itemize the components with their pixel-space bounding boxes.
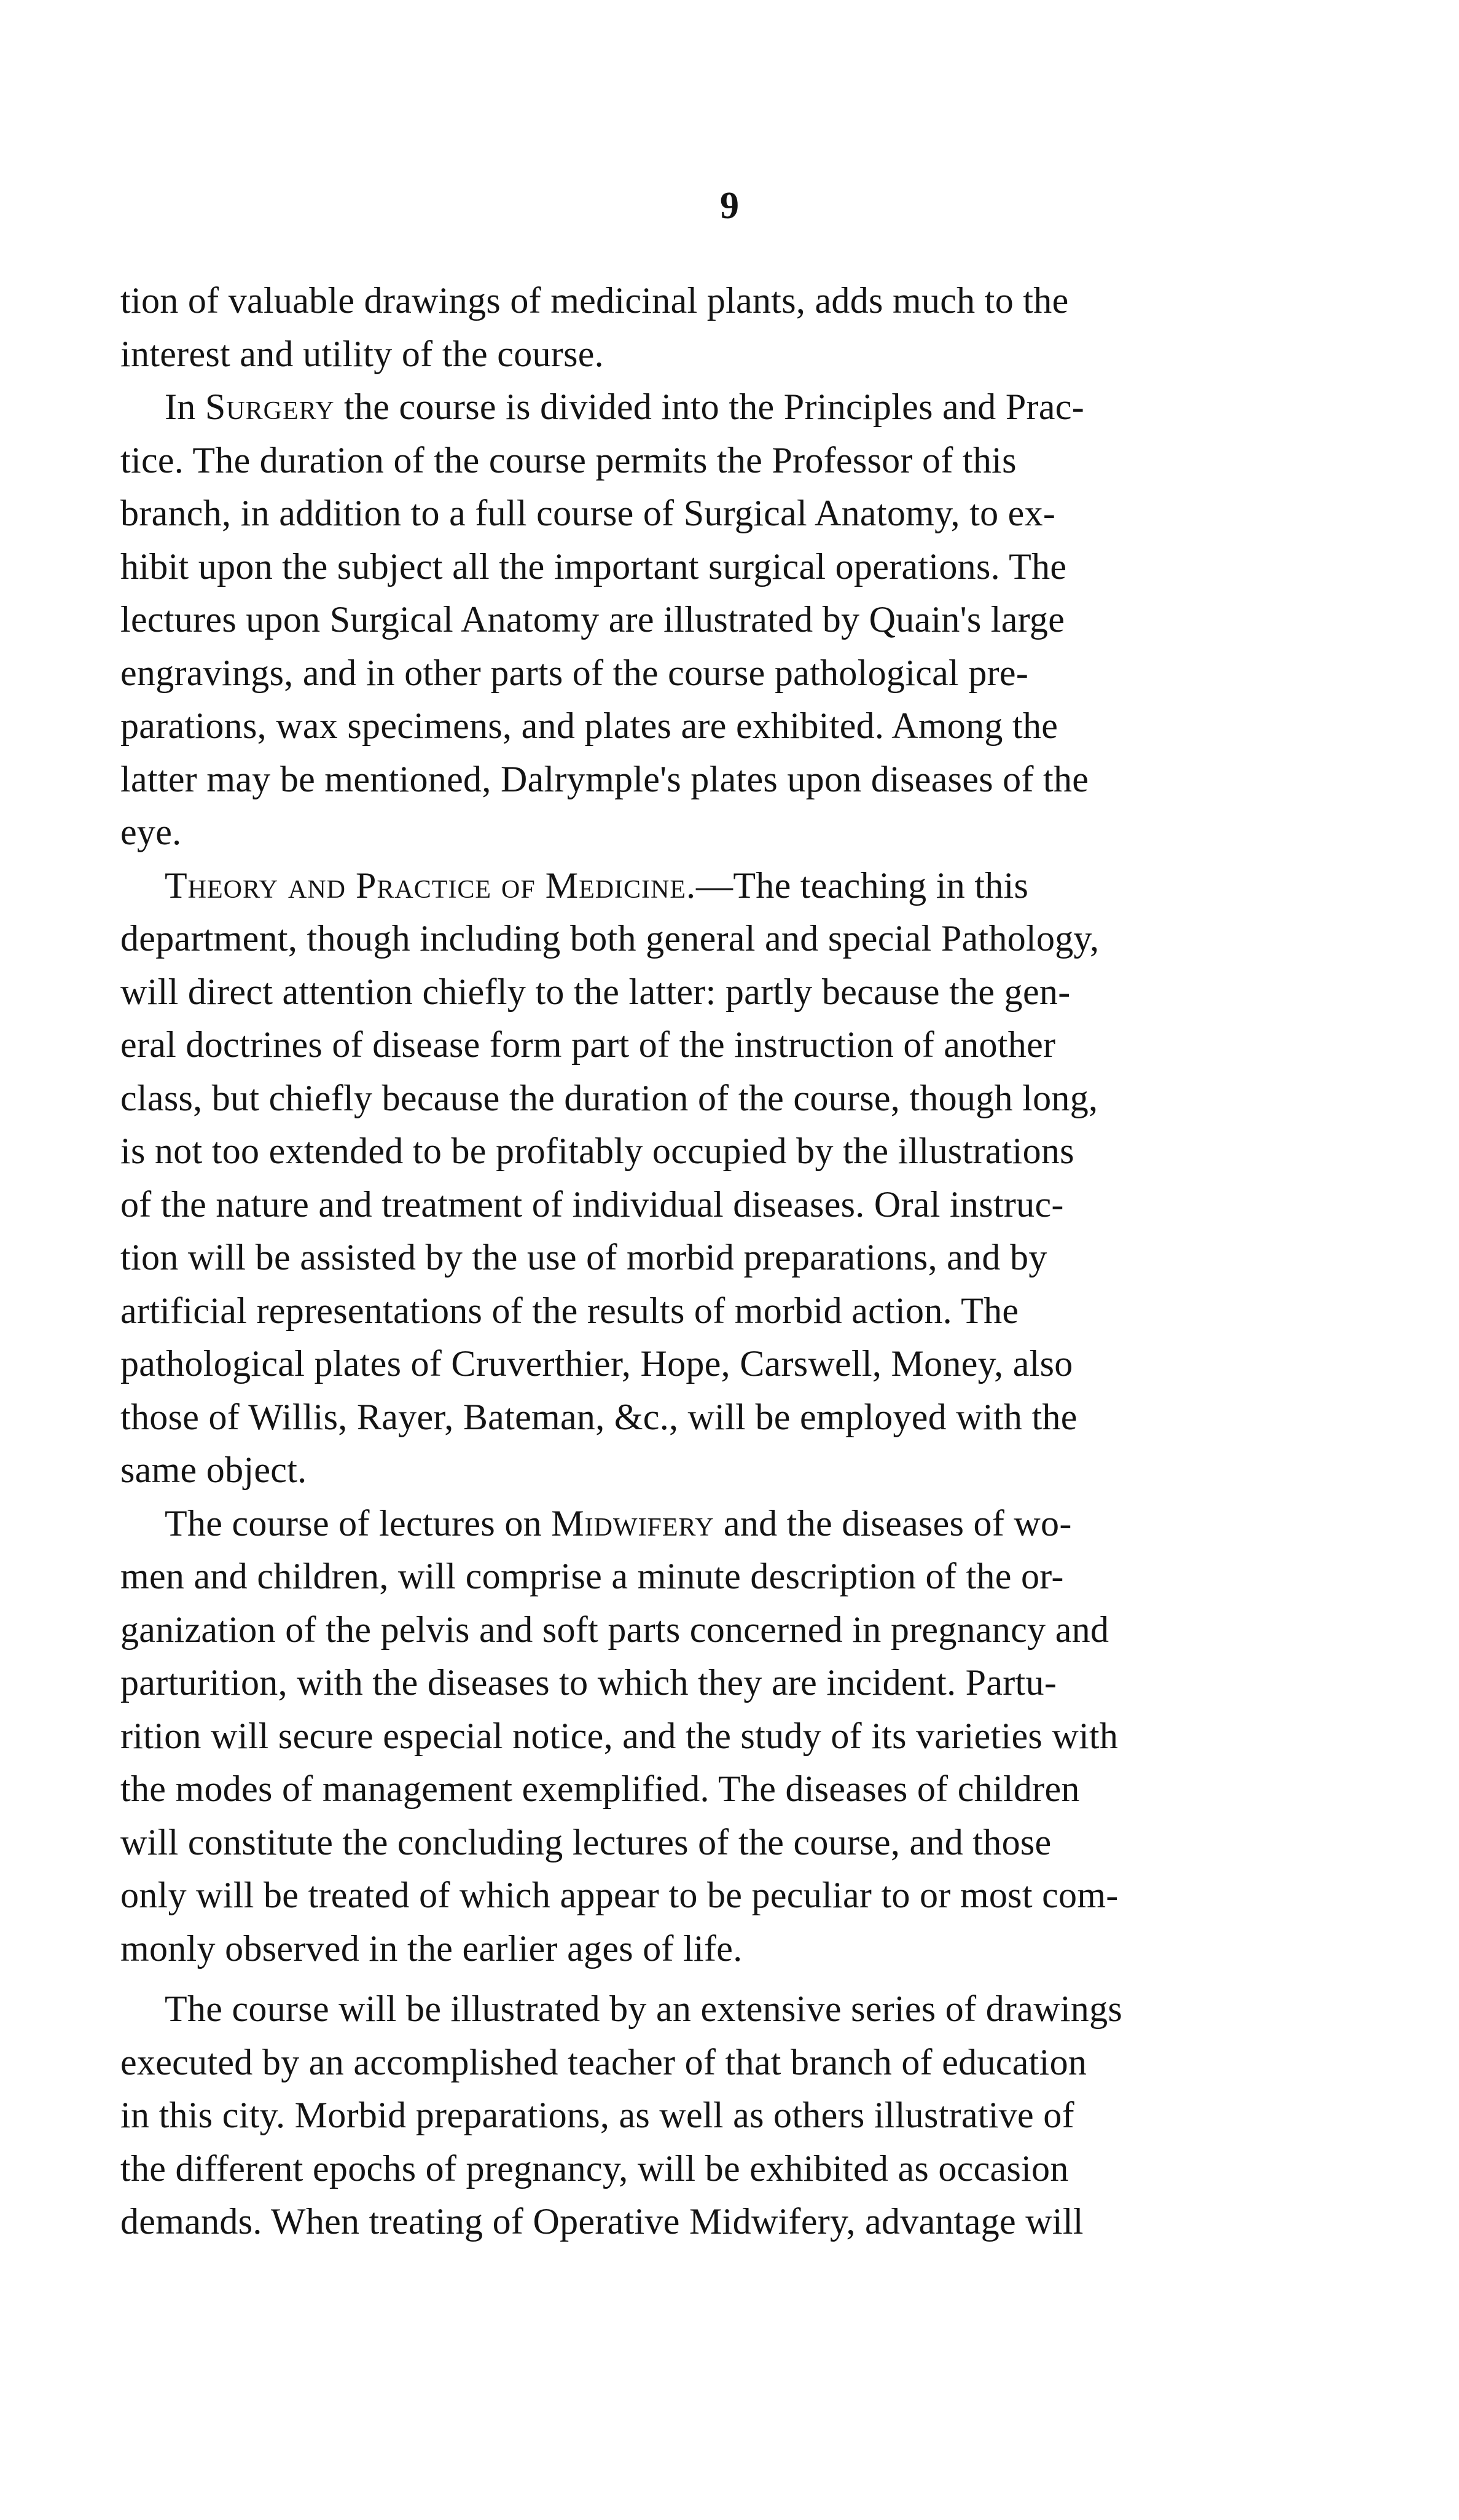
text-line: department, though including both general and special Pathology,: [120, 918, 1100, 959]
text-line: [120, 380, 1344, 434]
text-line: in this city. Morbid preparations, as well as others illustrative of: [120, 2095, 1074, 2135]
paragraph-medicine: [120, 859, 1344, 1497]
text-line: parturition, with the diseases to which they are incident. Partu-: [120, 1662, 1057, 1703]
line-remainder: and the diseases of wo-: [723, 1502, 1072, 1544]
text-line: rition will secure especial notice, and the study of its varieties with: [120, 1715, 1119, 1756]
text-line: same object.: [120, 1450, 307, 1490]
lead-text: In: [165, 387, 196, 427]
text-line: class, but chiefly because the duration of the course, though long,: [120, 1077, 1098, 1118]
paragraph-surgery: [120, 380, 1344, 859]
line-remainder: —The teaching in this: [696, 865, 1029, 906]
section-heading-medicine: Theory and Practice of Medicine.: [165, 865, 697, 906]
lead-text: The course of lectures on: [165, 1502, 542, 1544]
text-line: men and children, will comprise a minute description of the or-: [120, 1556, 1064, 1596]
paragraph-illustration: [120, 1982, 1344, 2248]
text-line: artificial representations of the results of morbid action. The: [120, 1290, 1019, 1331]
text-line: The course will be illustrated by an extensive series of drawings: [165, 1988, 1123, 2029]
page-number: 9: [720, 185, 739, 227]
text-line: the different epochs of pregnancy, will be exhibited as occasion: [120, 2148, 1069, 2189]
text-line: demands. When treating of Operative Midwifery, advantage will: [120, 2201, 1084, 2242]
text-line: eral doctrines of disease form part of the instruction of another: [120, 1024, 1056, 1065]
text-line: latter may be mentioned, Dalrymple's plates upon diseases of the: [120, 758, 1089, 799]
paragraph-midwifery: [120, 1497, 1344, 1976]
text-line: interest and utility of the course.: [120, 333, 604, 374]
text-line: is not too extended to be profitably occupied by the illustrations: [120, 1131, 1074, 1171]
text-line: will direct attention chiefly to the latter: partly because the gen-: [120, 971, 1071, 1012]
body-text: [120, 274, 1344, 2248]
text-line: those of Willis, Rayer, Bateman, &c., will be employed with the: [120, 1396, 1078, 1437]
text-line: tion of valuable drawings of medicinal plants, adds much to the: [120, 280, 1069, 321]
text-line: parations, wax specimens, and plates are exhibited. Among the: [120, 705, 1058, 746]
text-line: tion will be assisted by the use of morbid preparations, and by: [120, 1237, 1047, 1278]
text-line: eye.: [120, 812, 182, 852]
text-line: [120, 1497, 1344, 1550]
text-line: pathological plates of Cruverthier, Hope, Carswell, Money, also: [120, 1343, 1073, 1384]
section-heading-surgery: Surgery: [205, 387, 335, 427]
text-line: tice. The duration of the course permits the Professor of this: [120, 439, 1017, 481]
text-line: of the nature and treatment of individual diseases. Oral instruc-: [120, 1183, 1064, 1225]
text-line: monly observed in the earlier ages of life.: [120, 1928, 743, 1969]
text-line: executed by an accomplished teacher of that branch of education: [120, 2041, 1087, 2082]
text-line: [120, 859, 1344, 913]
text-line: engravings, and in other parts of the course pathological pre-: [120, 652, 1029, 693]
text-line: the modes of management exemplified. The diseases of children: [120, 1768, 1080, 1809]
section-heading-midwifery: Midwifery: [551, 1502, 714, 1544]
text-line: hibit upon the subject all the important surgical operations. The: [120, 546, 1067, 587]
paragraph-continuation: [120, 274, 1344, 380]
text-line: ganization of the pelvis and soft parts concerned in pregnancy and: [120, 1609, 1109, 1650]
line-remainder: the course is divided into the Principles and Prac-: [343, 387, 1084, 427]
text-line: branch, in addition to a full course of Surgical Anatomy, to ex-: [120, 493, 1056, 533]
text-line: lectures upon Surgical Anatomy are illustrated by Quain's large: [120, 599, 1065, 640]
text-line: only will be treated of which appear to be peculiar to or most com-: [120, 1875, 1119, 1915]
text-line: will constitute the concluding lectures of the course, and those: [120, 1821, 1052, 1863]
